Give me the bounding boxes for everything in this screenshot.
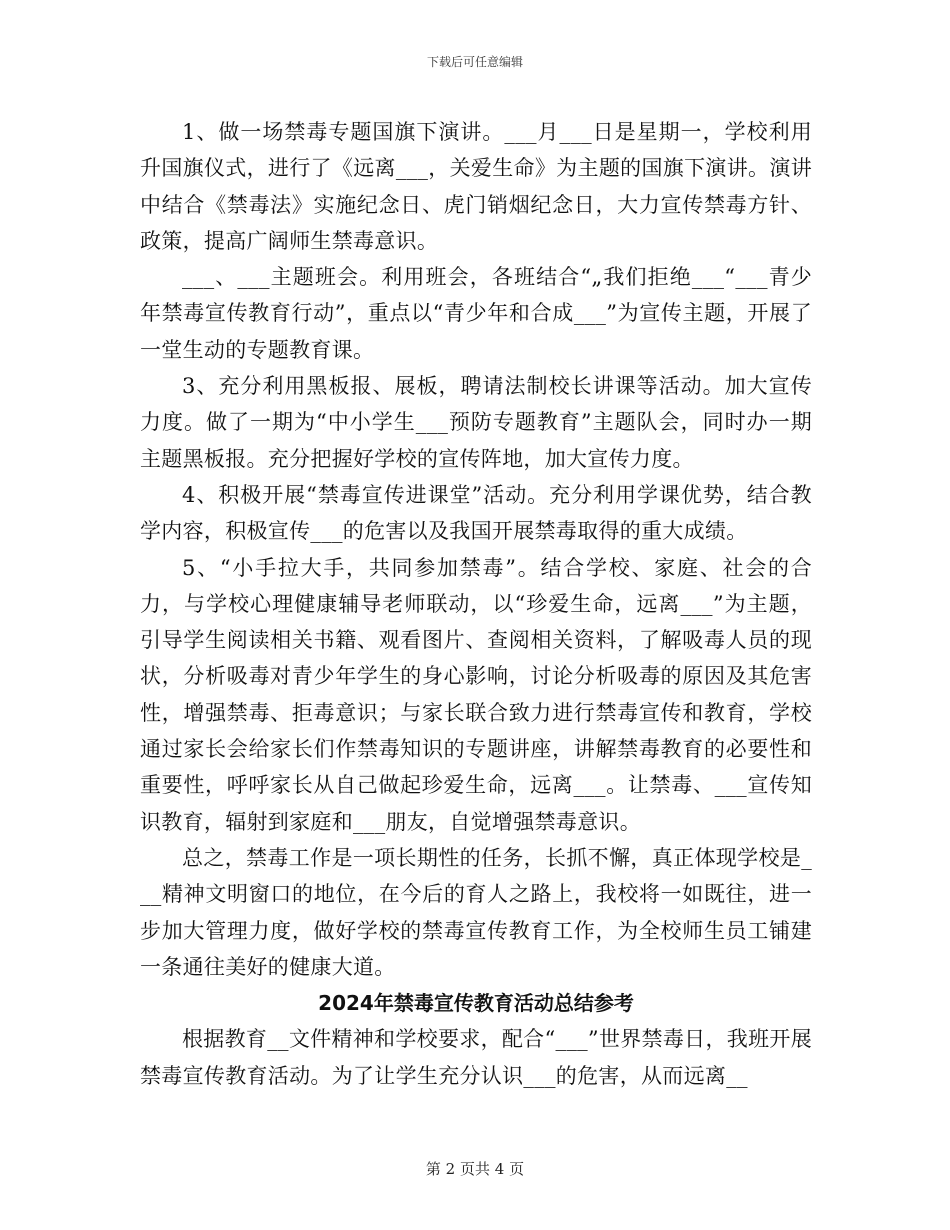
- paragraph-conclusion: 总之，禁毒工作是一项长期性的任务，长抓不懈，真正体现学校是___精神文明窗口的地位，在今后的育人之路上，我校将一如既往，进一步加大管理力度，做好学校的禁毒宣传教育工作，为全校师生员工铺建一条通往美好的健康大道。: [140, 845, 812, 979]
- paragraph-section-intro: 根据教育__文件精神和学校要求，配合“___”世界禁毒日，我班开展禁毒宣传教育活动。为了让学生充分认识___的危害，从而远离__: [140, 1027, 812, 1088]
- paragraph-class-meeting: ___、___主题班会。利用班会，各班结合“„我们拒绝___“___青少年禁毒宣传教育行动”，重点以“青少年和合成___”为宣传主题，开展了一堂生动的专题教育课。: [140, 265, 812, 362]
- page-number: 第 2 页共 4 页: [425, 1160, 525, 1178]
- paragraph-family: 5、“小手拉大手，共同参加禁毒”。结合学校、家庭、社会的合力，与学校心理健康辅导老师联动，以“珍爱生命，远离___”为主题，引导学生阅读相关书籍、观看图片、查阅相关资料，了解吸毒人员的现状，分析吸毒对青少年学生的身心影响，讨论分析吸毒的原因及其危害性，增强禁毒、拒毒意识；与家长联合致力进行禁毒宣传和教育，学校通过家长会给家长们作禁毒知识的专题讲座，讲解禁毒教育的必要性和重要性，呼呼家长从自己做起珍爱生命，远离___。让禁毒、___宣传知识教育，辐射到家庭和___朋友，自觉增强禁毒意识。: [140, 555, 812, 834]
- document-body: [140, 114, 812, 1094]
- section-title: 2024年禁毒宣传教育活动总结参考: [318, 991, 634, 1016]
- page-header-note: 下载后可任意编辑: [426, 55, 523, 69]
- paragraph-classroom: 4、积极开展“禁毒宣传进课堂”活动。充分利用学课优势，结合教学内容，积极宣传___的危害以及我国开展禁毒取得的重大成绩。: [140, 482, 812, 544]
- paragraph-flag-speech: 1、做一场禁毒专题国旗下演讲。___月___日是星期一，学校利用升国旗仪式，进行了《远离___，关爱生命》为主题的国旗下演讲。演讲中结合《禁毒法》实施纪念日、虎门销烟纪念日，大力宣传禁毒方针、政策，提高广阔师生禁毒意识。: [140, 120, 812, 253]
- paragraph-blackboard: 3、充分利用黑板报、展板，聘请法制校长讲课等活动。加大宣传力度。做了一期为“中小学生___预防专题教育”主题队会，同时办一期主题黑板报。充分把握好学校的宣传阵地，加大宣传力度。: [140, 374, 812, 471]
